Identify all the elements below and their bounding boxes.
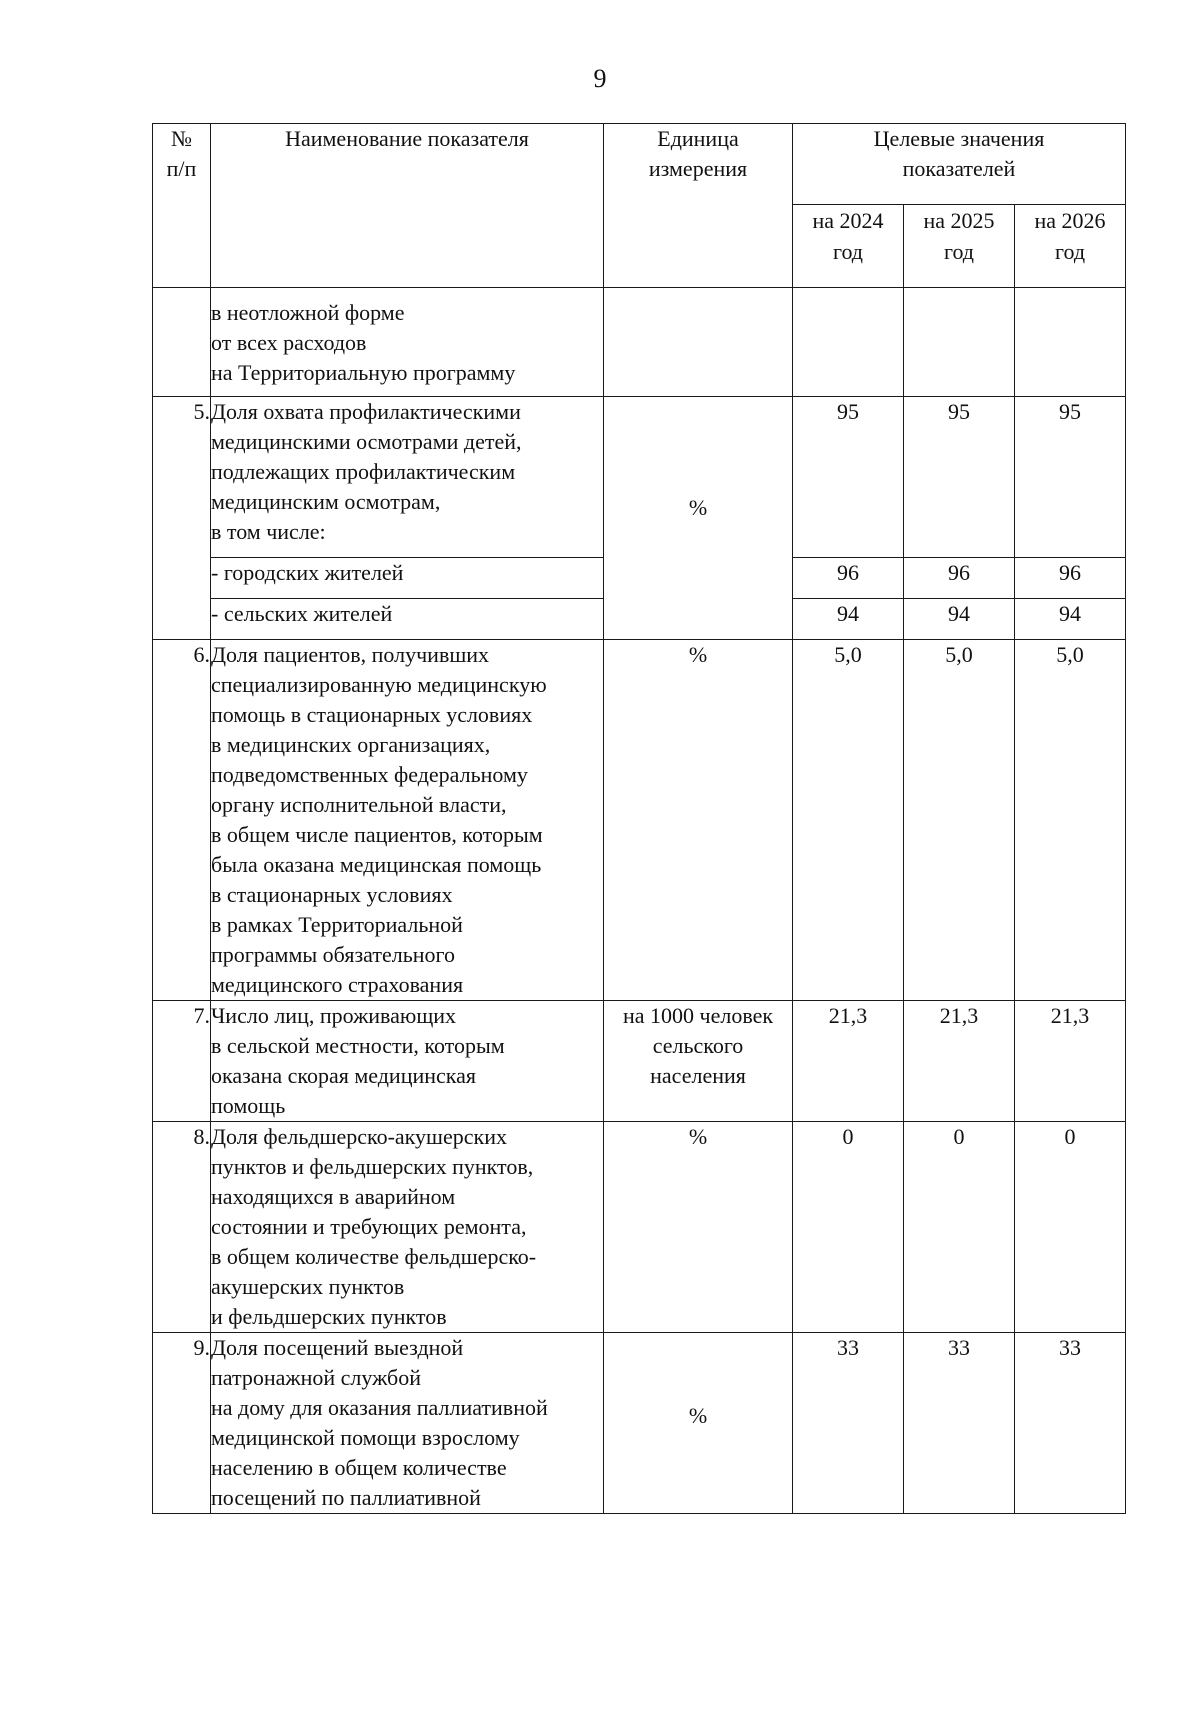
row-num: 6. (153, 640, 211, 1001)
row-value (904, 288, 1015, 397)
header-targets: Целевые значения показателей (793, 124, 1126, 205)
row-value: 94 (904, 599, 1015, 640)
row-value: 95 (1015, 397, 1126, 558)
row-value: 33 (1015, 1333, 1126, 1514)
row-value (1015, 288, 1126, 397)
row-unit: % (604, 397, 793, 640)
row-value: 96 (904, 558, 1015, 599)
row-unit: % (604, 640, 793, 1001)
table-row (153, 1333, 1126, 1514)
row-num: 5. (153, 397, 211, 640)
row-value: 5,0 (1015, 640, 1126, 1001)
row-value: 96 (1015, 558, 1126, 599)
page-number: 9 (593, 64, 607, 93)
row-name: Доля пациентов, получивших специализированную медицинскую помощь в стационарных условиях в медицинских организациях, подведомственных федеральному органу исполнительной власти, в общем числе пациентов, которым была оказана медицинская помощь в стационарных условиях в рамках Территориальной программы обязательного медицинского страхования (211, 640, 604, 1001)
row-value (793, 288, 904, 397)
row-name: Доля посещений выездной патронажной службой на дому для оказания паллиативной медицинской помощи взрослому населению в общем количестве посещений по паллиативной (211, 1333, 604, 1514)
table-row (153, 1122, 1126, 1333)
row-value: 0 (1015, 1122, 1126, 1333)
row-name: Число лиц, проживающих в сельской местности, которым оказана скорая медицинская помощь (211, 1001, 604, 1122)
header-year-2024: на 2024 год (793, 205, 904, 288)
header-unit: Единица измерения (604, 124, 793, 288)
subrow-name-rural: - сельских жителей (211, 599, 604, 640)
row-value: 5,0 (904, 640, 1015, 1001)
table-row (153, 640, 1126, 1001)
row-value: 94 (1015, 599, 1126, 640)
table-row (153, 397, 1126, 558)
row-value: 0 (904, 1122, 1015, 1333)
table-row (153, 1001, 1126, 1122)
row-num: 7. (153, 1001, 211, 1122)
row-value: 21,3 (1015, 1001, 1126, 1122)
row-value: 33 (904, 1333, 1015, 1514)
header-name: Наименование показателя (211, 124, 604, 288)
table-row (153, 288, 1126, 397)
indicators-table (152, 123, 1126, 1514)
row-name: Доля фельдшерско-акушерских пунктов и фельдшерских пунктов, находящихся в аварийном состоянии и требующих ремонта, в общем количестве фельдшерско- акушерских пунктов и фельдшерских пунктов (211, 1122, 604, 1333)
row-value: 95 (793, 397, 904, 558)
row-name: в неотложной форме от всех расходов на Территориальную программу (211, 288, 604, 397)
row-value: 0 (793, 1122, 904, 1333)
row-value: 96 (793, 558, 904, 599)
row-num: 9. (153, 1333, 211, 1514)
header-year-2026: на 2026 год (1015, 205, 1126, 288)
row-unit: % (604, 1122, 793, 1333)
table-header-row (153, 124, 1126, 205)
row-num (153, 288, 211, 397)
row-unit: % (604, 1333, 793, 1514)
row-unit (604, 288, 793, 397)
row-value: 33 (793, 1333, 904, 1514)
subrow-name-urban: - городских жителей (211, 558, 604, 599)
row-value: 21,3 (793, 1001, 904, 1122)
row-unit: на 1000 человек сельского населения (604, 1001, 793, 1122)
row-value: 5,0 (793, 640, 904, 1001)
header-year-2025: на 2025 год (904, 205, 1015, 288)
row-value: 95 (904, 397, 1015, 558)
row-name: Доля охвата профилактическими медицинскими осмотрами детей, подлежащих профилактическим медицинским осмотрам, в том числе: (211, 397, 604, 558)
row-value: 94 (793, 599, 904, 640)
row-value: 21,3 (904, 1001, 1015, 1122)
row-num: 8. (153, 1122, 211, 1333)
header-num: № п/п (153, 124, 211, 288)
